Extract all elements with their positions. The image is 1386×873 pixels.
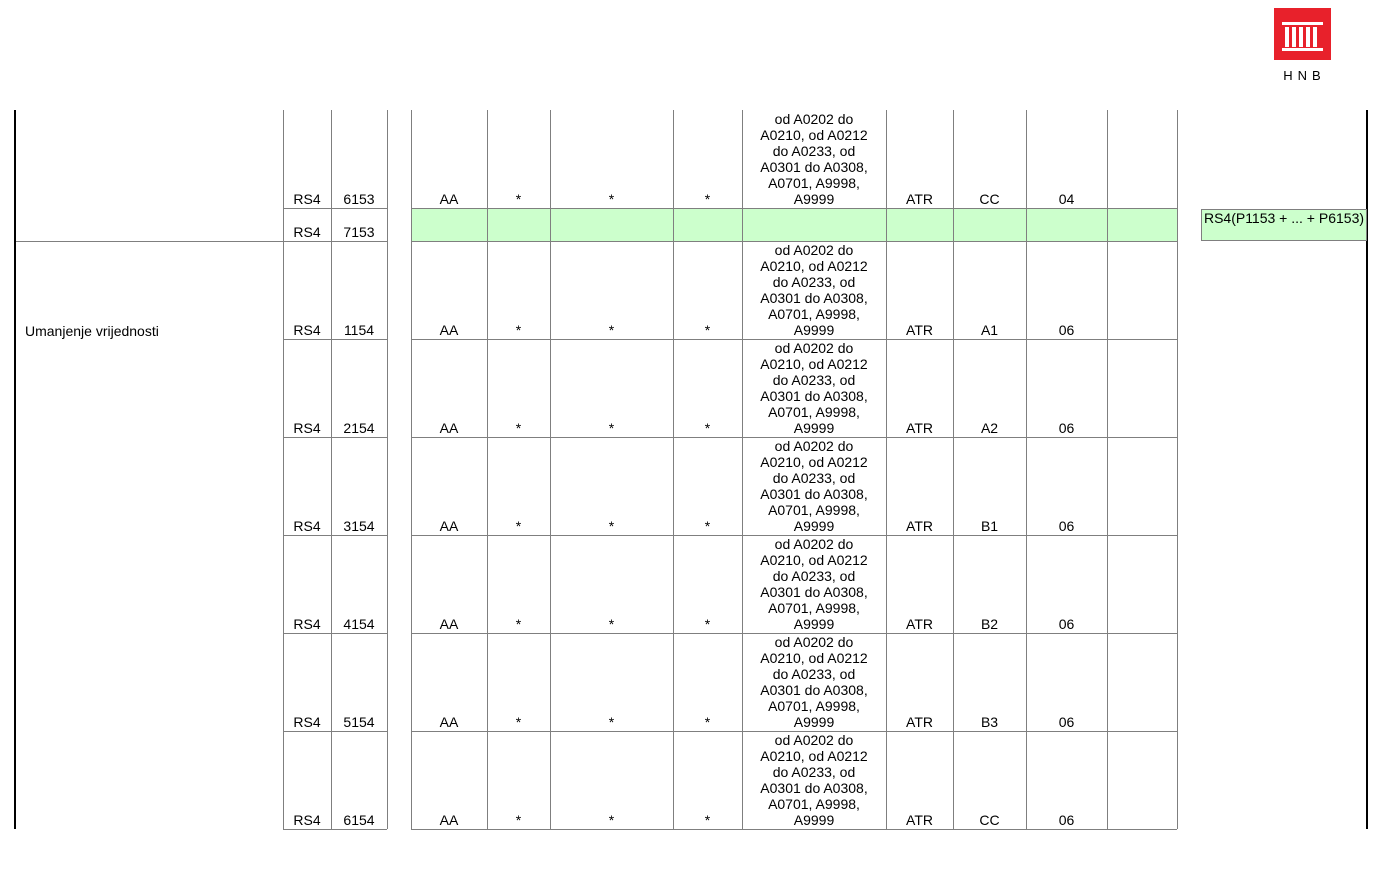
- hnb-logo: [1274, 8, 1331, 84]
- asterisk-cell: *: [608, 322, 615, 338]
- row-divider: [411, 437, 1177, 438]
- number-cell: 06: [1058, 322, 1075, 338]
- asterisk-cell: *: [608, 518, 615, 534]
- atr-cell: ATR: [906, 322, 933, 338]
- code-cell: 1154: [343, 322, 375, 338]
- code-cell: 5154: [343, 714, 375, 730]
- empty-cell: [1107, 633, 1177, 730]
- row-divider: [283, 829, 387, 830]
- report-cell: RS4: [293, 322, 321, 338]
- column-divider: [886, 110, 887, 829]
- empty-cell: [1107, 437, 1177, 534]
- aa-cell: AA: [439, 518, 459, 534]
- left-border: [14, 110, 16, 829]
- atr-cell: ATR: [906, 420, 933, 436]
- asterisk-cell: *: [704, 518, 711, 534]
- column-divider: [550, 110, 551, 829]
- atr-cell: ATR: [906, 518, 933, 534]
- aa-cell: [411, 208, 487, 240]
- section-label: Umanjenje vrijednosti: [25, 323, 159, 339]
- range-cell: [742, 208, 886, 240]
- rating-cell: B3: [980, 714, 999, 730]
- asterisk-cell: *: [515, 420, 522, 436]
- empty-cell: [1107, 241, 1177, 338]
- section-divider: [14, 241, 283, 242]
- asterisk-cell: *: [515, 714, 522, 730]
- hnb-logo-icon: [1274, 8, 1331, 60]
- number-cell: 06: [1058, 420, 1075, 436]
- rating-cell: B2: [980, 616, 999, 632]
- empty-cell: [1107, 535, 1177, 632]
- number-cell: 06: [1058, 518, 1075, 534]
- atr-cell: ATR: [906, 616, 933, 632]
- code-cell: 4154: [343, 616, 375, 632]
- column-divider: [1177, 110, 1178, 829]
- range-cell: od A0202 do A0210, od A0212 do A0233, od A0301 do A0308, A0701, A9998, A9999: [760, 340, 868, 436]
- report-cell: RS4: [293, 420, 321, 436]
- number-cell: [1026, 208, 1107, 240]
- row-divider: [283, 731, 387, 732]
- rating-cell: B1: [980, 518, 999, 534]
- rating-cell: A1: [980, 322, 999, 338]
- asterisk-cell: *: [608, 191, 615, 207]
- range-cell: od A0202 do A0210, od A0212 do A0233, od A0301 do A0308, A0701, A9998, A9999: [760, 732, 868, 828]
- formula-cell: RS4(P1153 + ... + P6153): [1201, 209, 1367, 241]
- asterisk-cell: *: [515, 322, 522, 338]
- aa-cell: AA: [439, 812, 459, 828]
- code-cell: 6153: [343, 191, 375, 207]
- asterisk-cell: *: [704, 322, 711, 338]
- row-divider: [283, 241, 387, 242]
- row-divider: [411, 633, 1177, 634]
- range-cell: od A0202 do A0210, od A0212 do A0233, od A0301 do A0308, A0701, A9998, A9999: [760, 242, 868, 338]
- asterisk-cell: *: [704, 420, 711, 436]
- row-divider: [411, 829, 1177, 830]
- report-cell: RS4: [293, 518, 321, 534]
- number-cell: 06: [1058, 812, 1075, 828]
- asterisk-cell: [673, 208, 742, 240]
- empty-cell: [1107, 208, 1177, 240]
- range-cell: od A0202 do A0210, od A0212 do A0233, od A0301 do A0308, A0701, A9998, A9999: [760, 111, 868, 207]
- aa-cell: AA: [439, 420, 459, 436]
- rating-cell: A2: [980, 420, 999, 436]
- range-cell: od A0202 do A0210, od A0212 do A0233, od A0301 do A0308, A0701, A9998, A9999: [760, 634, 868, 730]
- asterisk-cell: [487, 208, 550, 240]
- row-divider: [283, 208, 387, 209]
- code-cell: 6154: [343, 812, 375, 828]
- asterisk-cell: *: [704, 812, 711, 828]
- aa-cell: AA: [439, 616, 459, 632]
- empty-cell: [1107, 339, 1177, 436]
- column-divider: [742, 110, 743, 829]
- code-cell: 2154: [343, 420, 375, 436]
- asterisk-cell: *: [704, 191, 711, 207]
- code-cell: 7153: [343, 224, 375, 240]
- column-divider: [411, 110, 412, 829]
- hnb-logo-text: HNB: [1283, 68, 1326, 83]
- asterisk-cell: *: [704, 616, 711, 632]
- asterisk-cell: *: [515, 812, 522, 828]
- row-divider: [283, 535, 387, 536]
- asterisk-cell: *: [608, 616, 615, 632]
- column-divider: [283, 110, 284, 829]
- number-cell: 04: [1058, 191, 1075, 207]
- column-divider: [673, 110, 674, 829]
- atr-cell: ATR: [906, 714, 933, 730]
- atr-cell: [886, 208, 953, 240]
- asterisk-cell: [550, 208, 673, 240]
- rating-cell: CC: [979, 191, 1000, 207]
- range-cell: od A0202 do A0210, od A0212 do A0233, od A0301 do A0308, A0701, A9998, A9999: [760, 536, 868, 632]
- asterisk-cell: *: [608, 812, 615, 828]
- report-cell: RS4: [293, 191, 321, 207]
- number-cell: 06: [1058, 714, 1075, 730]
- asterisk-cell: *: [704, 714, 711, 730]
- row-divider: [411, 731, 1177, 732]
- report-cell: RS4: [293, 812, 321, 828]
- row-divider: [411, 241, 1177, 242]
- row-divider: [411, 208, 1177, 209]
- rating-cell: CC: [979, 812, 1000, 828]
- report-cell: RS4: [293, 616, 321, 632]
- asterisk-cell: *: [608, 714, 615, 730]
- aa-cell: AA: [439, 714, 459, 730]
- range-cell: od A0202 do A0210, od A0212 do A0233, od A0301 do A0308, A0701, A9998, A9999: [760, 438, 868, 534]
- report-cell: RS4: [293, 224, 321, 240]
- column-divider: [387, 110, 388, 829]
- row-divider: [283, 339, 387, 340]
- empty-cell: [1107, 731, 1177, 828]
- report-cell: RS4: [293, 714, 321, 730]
- atr-cell: ATR: [906, 812, 933, 828]
- atr-cell: ATR: [906, 191, 933, 207]
- row-divider: [283, 437, 387, 438]
- asterisk-cell: *: [515, 518, 522, 534]
- asterisk-cell: *: [515, 616, 522, 632]
- row-divider: [411, 339, 1177, 340]
- empty-cell: [1107, 110, 1177, 207]
- column-divider: [1107, 110, 1108, 829]
- aa-cell: AA: [439, 191, 459, 207]
- code-cell: 3154: [343, 518, 375, 534]
- row-divider: [411, 535, 1177, 536]
- column-divider: [1026, 110, 1027, 829]
- aa-cell: AA: [439, 322, 459, 338]
- rating-cell: [953, 208, 1026, 240]
- asterisk-cell: *: [608, 420, 615, 436]
- column-divider: [953, 110, 954, 829]
- asterisk-cell: *: [515, 191, 522, 207]
- number-cell: 06: [1058, 616, 1075, 632]
- column-divider: [487, 110, 488, 829]
- column-divider: [331, 110, 332, 829]
- row-divider: [283, 633, 387, 634]
